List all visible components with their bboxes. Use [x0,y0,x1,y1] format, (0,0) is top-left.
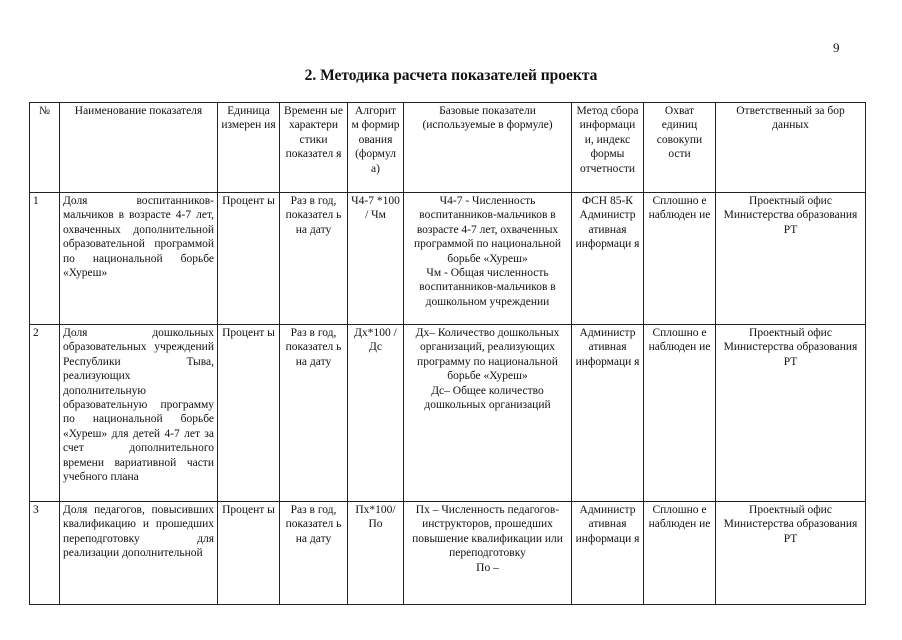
cell-unit: Процент ы [218,193,280,325]
cell-name: Доля дошкольных образовательных учреждений Республики Тыва, реализующих дополнительную образовательную программу по национальной борьбе «Хуреш» для детей 4-7 лет за счет дополнительного времени вариативной части учебного плана [60,325,218,502]
cell-name: Доля воспитанников-мальчиков в возрасте 4-7 лет, охваченных дополнительной образовательной программой по национальной борьбе «Хуреш» [60,193,218,325]
header-num: № [30,103,60,193]
cell-base: Дх– Количество дошкольных организаций, реализующих программу по национальной борьбе «Хуреш» Дс– Общее количество дошкольных организаций [404,325,572,502]
cell-time: Раз в год, показател ь на дату [280,325,348,502]
table-header-row [30,103,866,193]
table-row [30,502,866,605]
cell-coverage: Сплошно е наблюден ие [644,193,716,325]
cell-algorithm: Ч4-7 *100 / Чм [348,193,404,325]
cell-method: Администр ативная информаци я [572,502,644,605]
header-method: Метод сбора информаци и, индекс формы отчетности [572,103,644,193]
header-responsible: Ответственный за бор данных [716,103,866,193]
header-unit: Единица измерен ия [218,103,280,193]
cell-algorithm: Пх*100/ По [348,502,404,605]
cell-unit: Процент ы [218,502,280,605]
cell-num: 1 [30,193,60,325]
header-time: Временн ые характери стики показател я [280,103,348,193]
indicators-table [29,102,866,605]
cell-algorithm: Дх*100 / Дс [348,325,404,502]
cell-coverage: Сплошно е наблюден ие [644,325,716,502]
cell-responsible: Проектный офис Министерства образования РТ [716,193,866,325]
cell-time: Раз в год, показател ь на дату [280,502,348,605]
header-algorithm: Алгорит м формир ования (формул а) [348,103,404,193]
cell-coverage: Сплошно е наблюден ие [644,502,716,605]
table-row [30,193,866,325]
cell-base: Пх – Численность педагогов-инструкторов, прошедших повышение квалификации или переподготовку По – [404,502,572,605]
cell-method: Администр ативная информаци я [572,325,644,502]
cell-method: ФСН 85-К Администр ативная информаци я [572,193,644,325]
page-number: 9 [833,40,840,55]
cell-responsible: Проектный офис Министерства образования РТ [716,502,866,605]
header-base: Базовые показатели (используемые в формуле) [404,103,572,193]
cell-time: Раз в год, показател ь на дату [280,193,348,325]
table-row [30,325,866,502]
section-title: 2. Методика расчета показателей проекта [304,67,598,84]
header-coverage: Охват единиц совокупи ости [644,103,716,193]
cell-num: 2 [30,325,60,502]
cell-base: Ч4-7 - Численность воспитанников-мальчиков в возрасте 4-7 лет, охваченных программой по национальной борьбе «Хуреш» Чм - Общая численность воспитанников-мальчиков в дошкольном учреждении [404,193,572,325]
cell-responsible: Проектный офис Министерства образования РТ [716,325,866,502]
cell-unit: Процент ы [218,325,280,502]
cell-num: 3 [30,502,60,605]
cell-name: Доля педагогов, повысивших квалификацию и прошедших переподготовку для реализации дополнительной [60,502,218,605]
header-name: Наименование показателя [60,103,218,193]
